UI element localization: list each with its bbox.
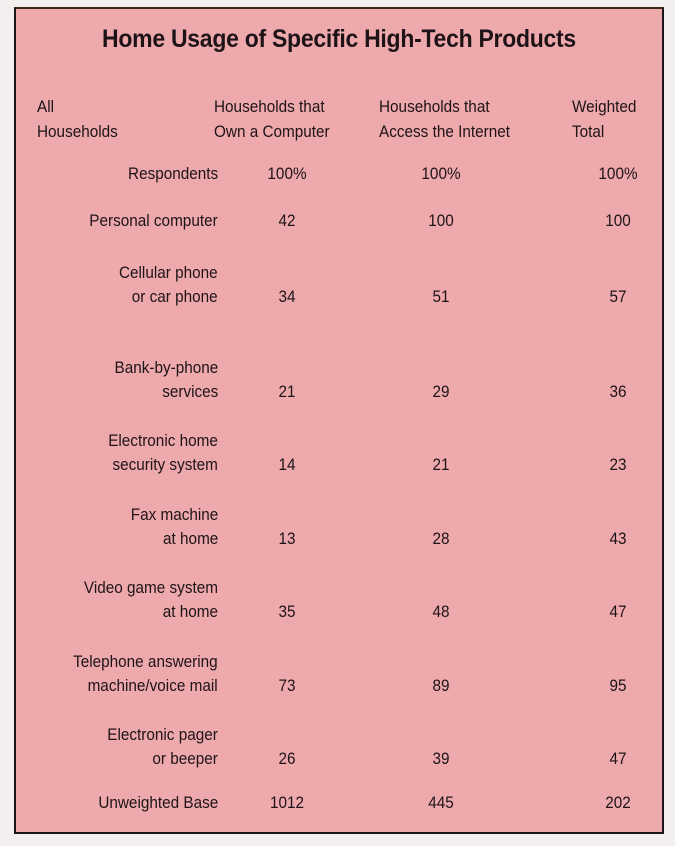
cell-access-internet: 28 [432, 529, 450, 548]
row-label-line: Video game system [83, 578, 218, 597]
cell-own-computer: 14 [278, 455, 296, 474]
row-label [73, 650, 218, 698]
cell-weighted-total: 100% [598, 164, 638, 183]
header-own-computer [214, 94, 330, 144]
row-label [114, 356, 218, 404]
row-label-line: Cellular phone [119, 263, 218, 282]
cell-weighted-total: 47 [609, 749, 627, 768]
row-label-line: or car phone [132, 287, 218, 306]
header-line: Weighted [572, 97, 637, 116]
cell-access-internet: 29 [432, 382, 450, 401]
row-label-line: security system [112, 455, 218, 474]
header-line: Access the Internet [379, 122, 510, 141]
header-access-internet [379, 94, 510, 144]
row-label [108, 429, 218, 477]
table-panel [14, 7, 664, 834]
row-label-line: Respondents [127, 164, 218, 183]
cell-own-computer: 100% [267, 164, 307, 183]
cell-access-internet: 48 [432, 602, 450, 621]
cell-access-internet: 445 [428, 793, 454, 812]
row-label [90, 209, 218, 233]
cell-weighted-total: 36 [609, 382, 627, 401]
header-all-households [37, 94, 118, 144]
header-weighted-total [572, 94, 636, 144]
row-label [130, 503, 218, 551]
cell-access-internet: 100 [428, 211, 454, 230]
cell-weighted-total: 47 [609, 602, 627, 621]
cell-weighted-total: 57 [609, 287, 627, 306]
cell-weighted-total: 95 [609, 676, 627, 695]
cell-weighted-total: 43 [609, 529, 627, 548]
row-label [98, 791, 218, 815]
cell-own-computer: 21 [278, 382, 296, 401]
row-label-line: services [161, 382, 218, 401]
header-line: Households [37, 122, 118, 141]
cell-access-internet: 21 [432, 455, 450, 474]
row-label [128, 162, 218, 186]
header-line: Total [572, 122, 605, 141]
cell-weighted-total: 23 [609, 455, 627, 474]
cell-own-computer: 13 [278, 529, 296, 548]
row-label-line: Fax machine [130, 505, 218, 524]
cell-own-computer: 73 [278, 676, 296, 695]
cell-own-computer: 42 [278, 211, 296, 230]
table-title: Home Usage of Specific High-Tech Products [102, 25, 576, 53]
header-line: Households that [214, 97, 325, 116]
cell-own-computer: 35 [278, 602, 296, 621]
cell-own-computer: 26 [278, 749, 296, 768]
row-label-line: Personal computer [89, 211, 218, 230]
row-label [119, 261, 218, 309]
cell-weighted-total: 202 [605, 793, 631, 812]
cell-own-computer: 34 [278, 287, 296, 306]
row-label [107, 723, 218, 771]
row-label-line: Electronic pager [107, 725, 218, 744]
cell-weighted-total: 100 [605, 211, 631, 230]
row-label-line: or beeper [152, 749, 218, 768]
row-label-line: machine/voice mail [87, 676, 219, 695]
row-label [84, 576, 218, 624]
cell-own-computer: 1012 [269, 793, 305, 812]
header-line: All [37, 97, 55, 116]
cell-access-internet: 100% [421, 164, 461, 183]
cell-access-internet: 89 [432, 676, 450, 695]
cell-access-internet: 39 [432, 749, 450, 768]
row-label-line: Telephone answering [73, 652, 218, 671]
row-label-line: Electronic home [108, 431, 218, 450]
cell-access-internet: 51 [432, 287, 450, 306]
row-label-line: at home [162, 529, 218, 548]
row-label-line: Unweighted Base [98, 793, 218, 812]
row-label-line: Bank-by-phone [114, 358, 218, 377]
row-label-line: at home [162, 602, 218, 621]
header-line: Own a Computer [214, 122, 330, 141]
header-line: Households that [379, 97, 490, 116]
